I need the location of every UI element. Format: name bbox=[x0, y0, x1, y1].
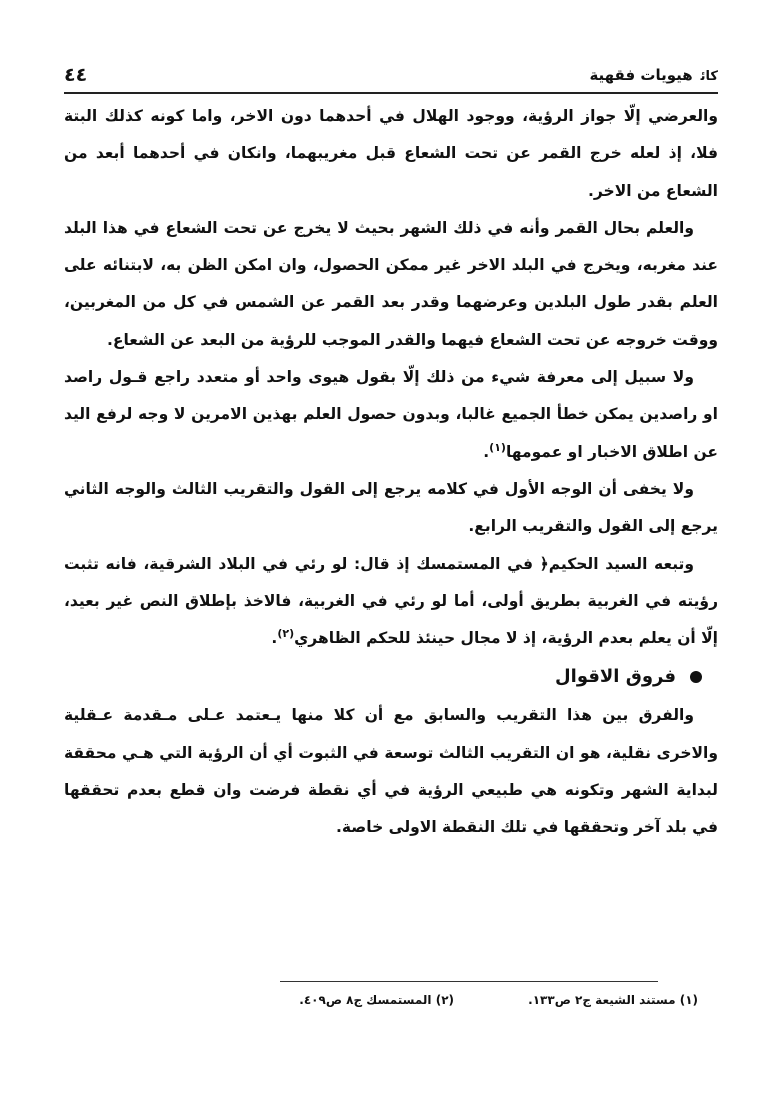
body-text bbox=[64, 98, 718, 847]
page-number: ٤٤ bbox=[64, 64, 88, 86]
paragraph-5-text: وتبعه السيد الحكيم﴿ في المستمسك إذ قال: لو رئي في البلاد الشرقية، فانه تثبت رؤيته في الغربية بطريق أولى، أما لو رئي في الغربية، فالاخذ بإطلاق النص غير بعيد، إلّا أن يعلم بعدم الرؤية، إذ لا مجال حينئذ للحكم الظاهري bbox=[64, 554, 718, 648]
footnote-divider bbox=[280, 981, 658, 982]
footnote-2: (٢) المستمسك ج٨ ص٤٠٩. bbox=[299, 993, 454, 1007]
paragraph-5: وتبعه السيد الحكيم﴿ في المستمسك إذ قال: لو رئي في البلاد الشرقية، فانه تثبت رؤيته في الغربية بطريق أولى، أما لو رئي في الغربية، فالاخذ بإطلاق النص غير بعيد، إلّا أن يعلم بعدم الرؤية، إذ لا مجال حينئذ للحكم الظاهري$^{(٢)}$. bbox=[64, 554, 718, 648]
footnote-1: (١) مستند الشيعة ج٢ ص١٣٣. bbox=[528, 993, 698, 1007]
paragraph-6: والفرق بين هذا التقريب والسابق مع أن كلا منها يـعتمد عـلى مـقدمة عـقلية والاخرى نقلية، هو ان التقريب الثالث توسعة في الثبوت أي أن الرؤية التي هـي محققة لبداية الشهر وتكونه هي طبيعي الرؤية في أي نقطة فرضت وان قطع بعدم تحققها في بلد آخر وتحققها في تلك النقطة الاولى خاصة. bbox=[64, 706, 718, 837]
paragraph-3: ولا سبيل إلى معرفة شيء من ذلك إلّا بقول هيوى واحد أو متعدد راجع قـول راصد او راصدين يمكن خطأ الجميع غالبا، وبدون حصول العلم بهذين الامرين لا وجه لرفع اليد عن اطلاق الاخبار او عمومها$^{(١)}$. bbox=[64, 368, 718, 461]
footnote-ref-1: (١) bbox=[489, 440, 506, 454]
bullet-icon bbox=[690, 671, 702, 683]
paragraph-4: ولا يخفى أن الوجه الأول في كلامه يرجع إلى القول والتقريب الثالث والوجه الثاني يرجع إلى القول والتقريب الرابع. bbox=[64, 479, 718, 536]
paragraph-1: والعرضي إلّا جواز الرؤية، ووجود الهلال في أحدهما دون الاخر، واما كونه كذلك البتة فلا، إذ لعله خرج القمر عن تحت الشعاع قبل مغريبهما، وانكان في أحدهما أبعد من الشعاع من الاخر. bbox=[64, 107, 718, 200]
section-heading bbox=[64, 657, 718, 697]
running-title bbox=[589, 66, 718, 84]
section-heading-text: فروق الاقوال bbox=[555, 666, 676, 688]
page-header bbox=[64, 60, 718, 94]
paragraph-2: والعلم بحال القمر وأنه في ذلك الشهر بحيث لا يخرج عن تحت الشعاع في هذا البلد عند مغربه، ويخرج في البلد الاخر غير ممكن الحصول، وان امكن الظن به، لابتنائه على العلم بقدر طول البلدين وعرضهما وقدر بعد القمر عن الشمس في كل من المغربين، ووقت خروجه عن تحت الشعاع فيهما والقدر الموجب للرؤية من البعد عن الشعاع. bbox=[64, 218, 718, 349]
ornament-icon: ﻛﺎﺋ bbox=[700, 69, 718, 84]
paragraph-3-text: ولا سبيل إلى معرفة شيء من ذلك إلّا بقول هيوى واحد أو متعدد راجع قـول راصد او راصدين يمكن خطأ الجميع غالبا، وبدون حصول العلم بهذين الامرين لا وجه لرفع اليد عن اطلاق الاخبار او عمومها bbox=[64, 368, 718, 461]
running-title-text: هيويات فقهية bbox=[589, 66, 693, 84]
footnote-ref-2: (٢) bbox=[277, 627, 295, 640]
